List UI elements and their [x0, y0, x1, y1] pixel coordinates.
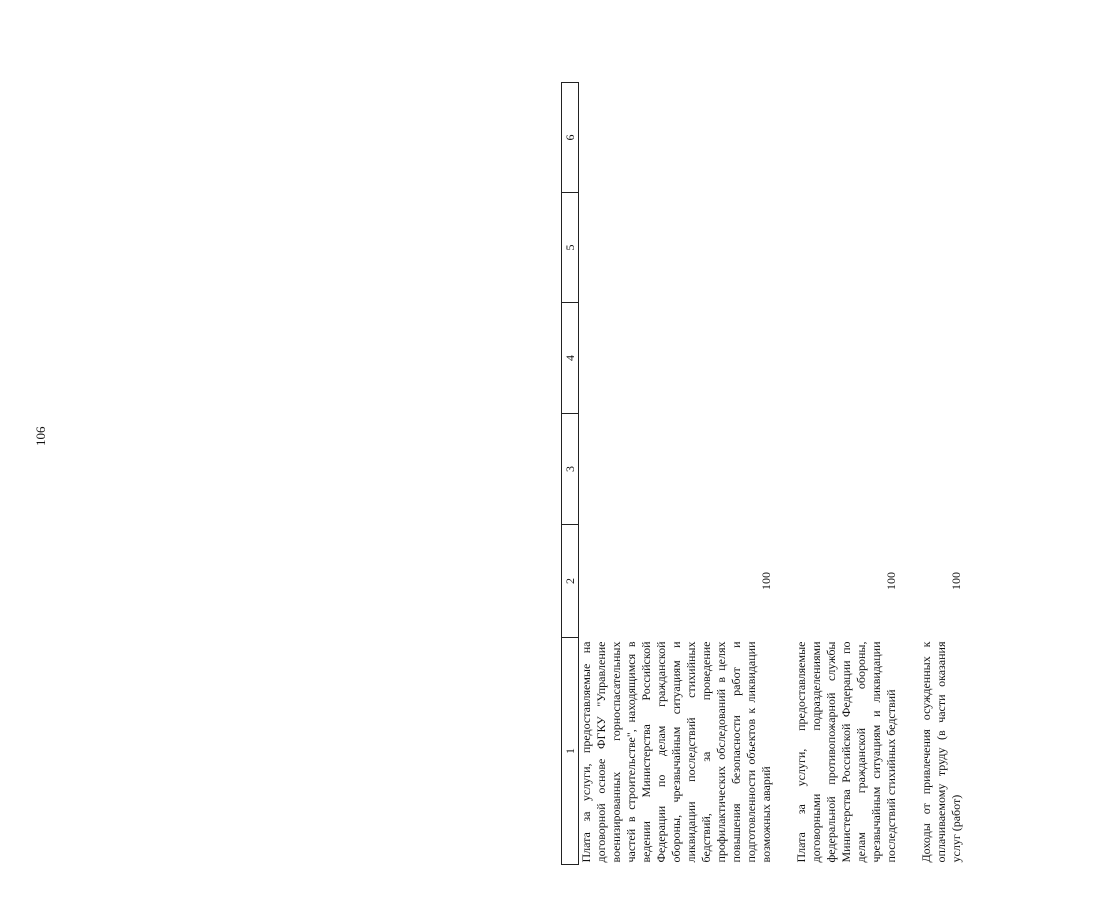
table-row	[794, 83, 899, 865]
rotated-table-container	[561, 83, 1108, 865]
column-header-5: 5	[562, 193, 579, 303]
row-value: 100	[949, 572, 963, 590]
column-header-2: 2	[562, 525, 579, 638]
column-header-1: 1	[562, 638, 579, 865]
row-description: Плата за услуги, предоставляемые на договорной основе ФГКУ "Управление военизированных горноспасательных частей в строительстве", находящимся в ведении Министерства Российской Федерации по делам гражданской обороны, чрезвычайным ситуациям и ликвидации последствий стихийных бедствий, за проведение профилактических обследований в целях повышения безопасности работ и подготовленности объектов к ликвидации возможных аварий	[579, 641, 773, 863]
row-value: 100	[759, 572, 773, 590]
budget-table	[561, 82, 964, 865]
table-row	[579, 83, 775, 865]
column-header-6: 6	[562, 83, 579, 193]
page-number: 106	[33, 426, 48, 446]
row-value: 100	[884, 572, 898, 590]
row-description: Доходы от привлечения осужденных к оплачиваемому труду (в части оказания услуг (работ)	[919, 641, 963, 863]
column-header-4: 4	[562, 303, 579, 414]
table-header-row	[562, 83, 579, 865]
row-description: Плата за услуги, предоставляемые договорными подразделениями федеральной противопожарной службы Министерства Российской Федерации по делам гражданской обороны, чрезвычайным ситуациям и ликвидации последствий стихийных бедствий	[794, 641, 898, 863]
column-header-3: 3	[562, 414, 579, 525]
table-row	[919, 83, 964, 865]
